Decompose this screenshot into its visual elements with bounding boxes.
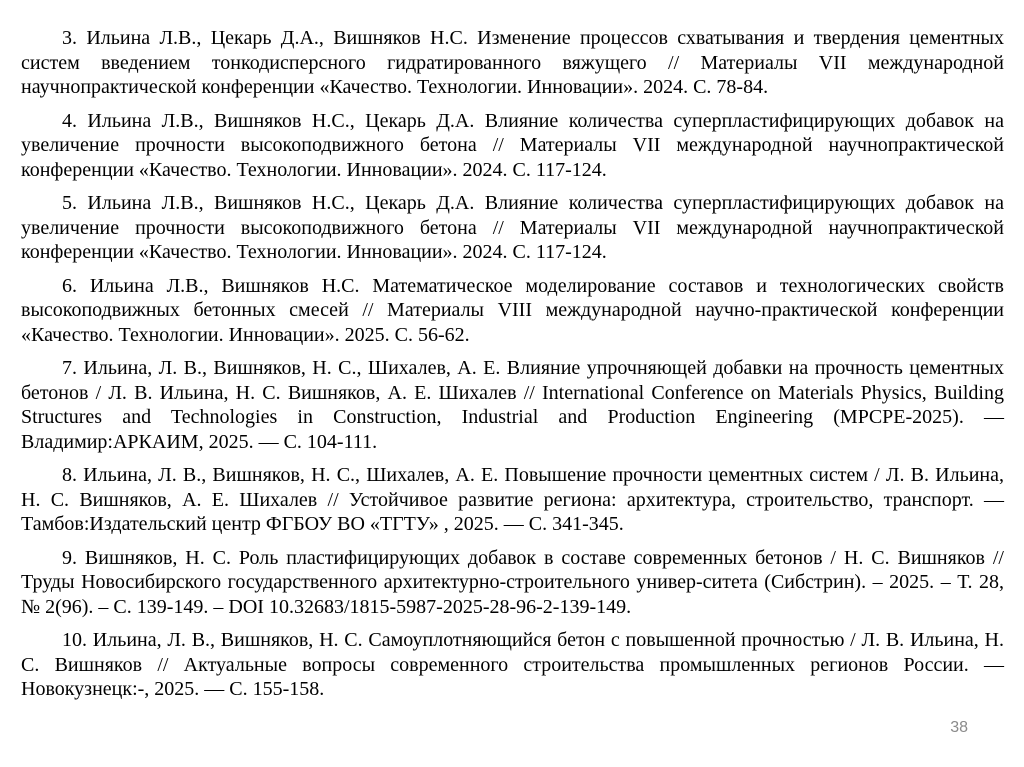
reference-item: 10. Ильина, Л. В., Вишняков, Н. С. Самоуплотняющийся бетон с повышенной прочностью / Л. В. Ильина, Н. С. Вишняков // Актуальные вопросы современного строительства промышленных регионов России. — Новокузнецк:-, 2025. — С. 155-158. [21, 629, 1004, 700]
page-number: 38 [950, 719, 968, 736]
reference-item: 8. Ильина, Л. В., Вишняков, Н. С., Шихалев, А. Е. Повышение прочности цементных систем / Л. В. Ильина, Н. С. Вишняков, А. Е. Шихалев // Устойчивое развитие региона: архитектура, строительство, транспорт. — Тамбов:Издательский центр ФГБОУ ВО «ТГТУ» , 2025. — С. 341-345. [21, 464, 1004, 535]
reference-item: 4. Ильина Л.В., Вишняков Н.С., Цекарь Д.А. Влияние количества суперпластифицирующих добавок на увеличение прочности высокоподвижного бетона // Материалы VII международной научнопрактической конференции «Качество. Технологии. Инновации». 2024. С. 117-124. [21, 109, 1004, 181]
reference-item: 3. Ильина Л.В., Цекарь Д.А., Вишняков Н.С. Изменение процессов схватывания и твердения цементных систем введением тонкодисперсного гидратированного вяжущего // Материалы VII международной научнопрактической конференции «Качество. Технологии. Инновации». 2024. С. 78-84. [21, 27, 1004, 98]
reference-item: 6. Ильина Л.В., Вишняков Н.С. Математическое моделирование составов и технологических свойств высокоподвижных бетонных смесей // Материалы VIII международной научно-практической конференции «Качество. Технологии. Инновации». 2025. С. 56-62. [21, 274, 1004, 346]
reference-item: 5. Ильина Л.В., Вишняков Н.С., Цекарь Д.А. Влияние количества суперпластифицирующих добавок на увеличение прочности высокоподвижного бетона // Материалы VII международной научнопрактической конференции «Качество. Технологии. Инновации». 2024. С. 117-124. [21, 192, 1004, 263]
reference-list [21, 26, 1004, 711]
reference-item: 9. Вишняков, Н. С. Роль пластифицирующих добавок в составе современных бетонов / Н. С. Вишняков // Труды Новосибирского государственного архитектурно-строительного универ-ситета (Сибстрин). – 2025. – Т. 28, № 2(96). – С. 139-149. – DOI 10.32683/1815-5987-2025-28-96-2-139-149. [21, 546, 1004, 618]
reference-item: 7. Ильина, Л. В., Вишняков, Н. С., Шихалев, А. Е. Влияние упрочняющей добавки на прочность цементных бетонов / Л. В. Ильина, Н. С. Вишняков, А. Е. Шихалев // International Conference on Materials Physics, Building Structures and Technologies in Construction, Industrial and Production Engineering (MPCPE-2025). — Владимир:АРКАИМ, 2025. — С. 104-111. [21, 357, 1004, 453]
